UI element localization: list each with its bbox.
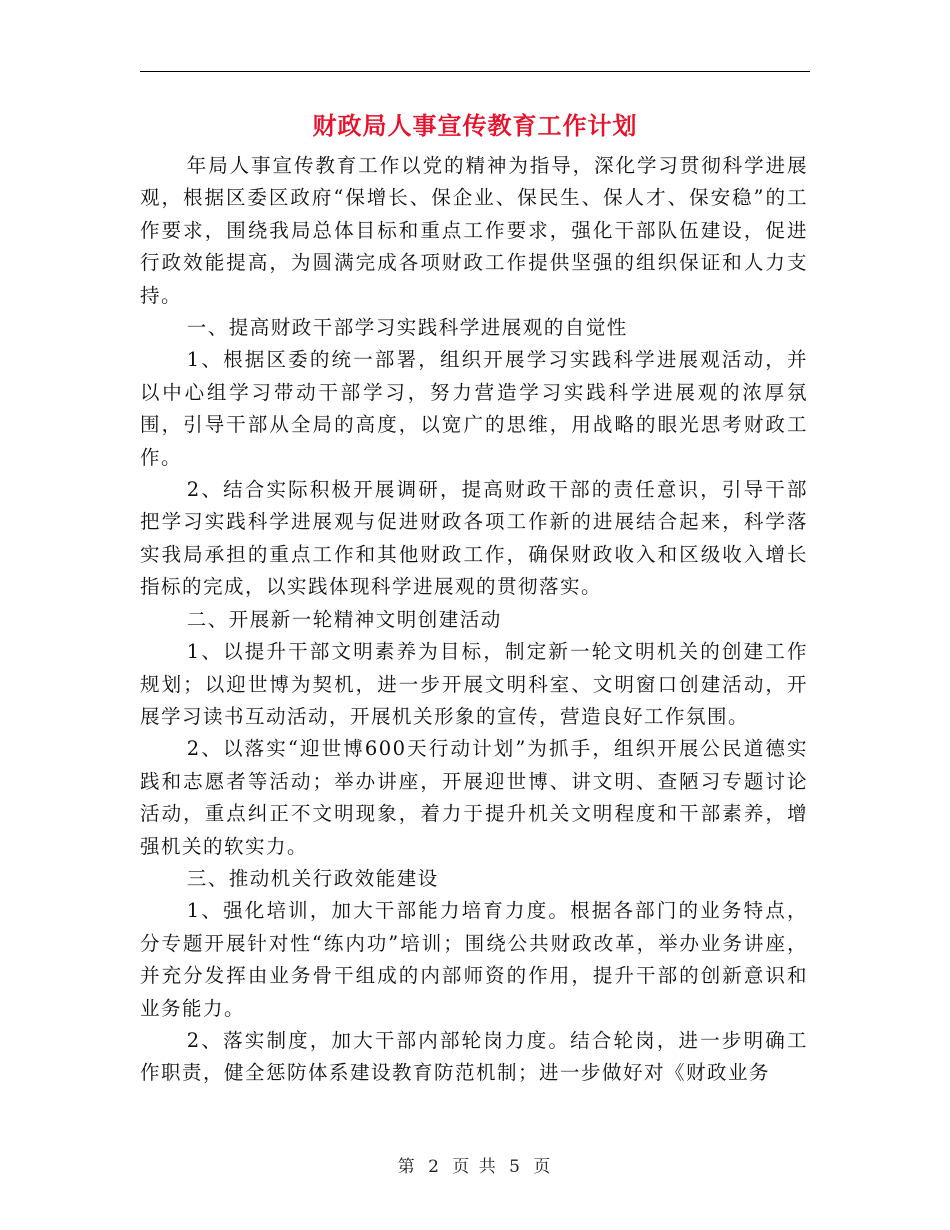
section-heading-1: 一、提高财政干部学习实践科学进展观的自觉性: [186, 316, 628, 340]
header-rule: [140, 71, 810, 72]
page-footer: [0, 1152, 950, 1177]
footer-prefix: 第: [397, 1157, 417, 1177]
section-1-item-1: 1、根据区委的统一部署，组织开展学习实践科学进展观活动，并以中心组学习带动干部学习，努力营造学习实践科学进展观的浓厚氛围，引导干部从全局的高度，以宽广的思维，用战略的眼光思考财政工作。: [140, 348, 808, 469]
total-page-count: 5: [509, 1157, 522, 1177]
document-body: [140, 150, 808, 1090]
intro-paragraph: 年局人事宣传教育工作以党的精神为指导，深化学习贯彻科学进展观，根据区委区政府“保增长、保企业、保民生、保人才、保安稳”的工作要求，围绕我局总体目标和重点工作要求，强化干部队伍建设，促进行政效能提高，为圆满完成各项财政工作提供坚强的组织保证和人力支持。: [140, 154, 808, 307]
footer-suffix: 页: [533, 1157, 553, 1177]
section-1-item-2: 2、结合实际积极开展调研，提高财政干部的责任意识，引导干部把学习实践科学进展观与促进财政各项工作新的进展结合起来，科学落实我局承担的重点工作和其他财政工作，确保财政收入和区级收入增长指标的完成，以实践体现科学进展观的贯彻落实。: [140, 478, 808, 599]
footer-middle: 页 共: [452, 1157, 498, 1177]
section-heading-3: 三、推动机关行政效能建设: [186, 866, 439, 890]
section-3-item-2: 2、落实制度，加大干部内部轮岗力度。结合轮岗，进一步明确工作职责，健全惩防体系建设教育防范机制；进一步做好对《财政业务: [140, 1028, 808, 1085]
section-3-item-1: 1、强化培训，加大干部能力培育力度。根据各部门的业务特点，分专题开展针对性“练内功”培训；围绕公共财政改革，举办业务讲座，并充分发挥由业务骨干组成的内部师资的作用，提升干部的创新意识和业务能力。: [140, 899, 808, 1020]
section-2-item-2: 2、以落实“迎世博600天行动计划”为抓手，组织开展公民道德实践和志愿者等活动；举办讲座，开展迎世博、讲文明、查陋习专题讨论活动，重点纠正不文明现象，着力于提升机关文明程度和干部素养，增强机关的软实力。: [140, 737, 808, 858]
current-page-number: 2: [428, 1157, 441, 1177]
section-2-item-1: 1、以提升干部文明素养为目标，制定新一轮文明机关的创建工作规划；以迎世博为契机，进一步开展文明科室、文明窗口创建活动，开展学习读书互动活动，开展机关形象的宣传，营造良好工作氛围。: [140, 640, 808, 728]
document-title: 财政局人事宣传教育工作计划: [312, 111, 638, 140]
section-heading-2: 二、开展新一轮精神文明创建活动: [186, 607, 502, 631]
